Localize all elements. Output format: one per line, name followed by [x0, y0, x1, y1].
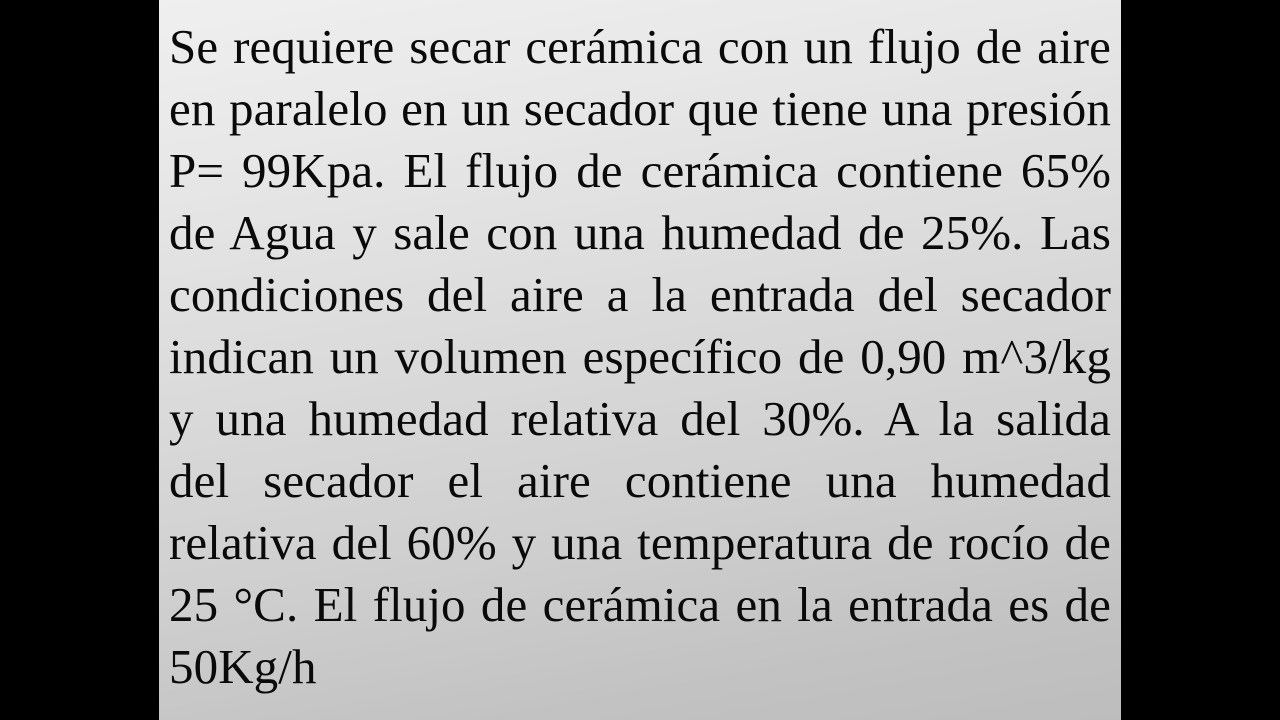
slide-panel: [159, 0, 1121, 720]
letterbox-right: [1121, 0, 1280, 720]
letterbox-left: [0, 0, 159, 720]
problem-statement-text: Se requiere secar cerámica con un flujo de aire en paralelo en un secador que tiene una presión P= 99Kpa. El flujo de cerámica contiene 65% de Agua y sale con una humedad de 25%. Las condiciones del aire a la entrada del secador indican un volumen específico de 0,90 m^3/kg y una humedad relativa del 30%. A la salida del secador el aire contiene una humedad relativa del 60% y una temperatura de rocío de 25 °C. El flujo de cerámica en la entrada es de 50Kg/h: [169, 19, 1111, 694]
